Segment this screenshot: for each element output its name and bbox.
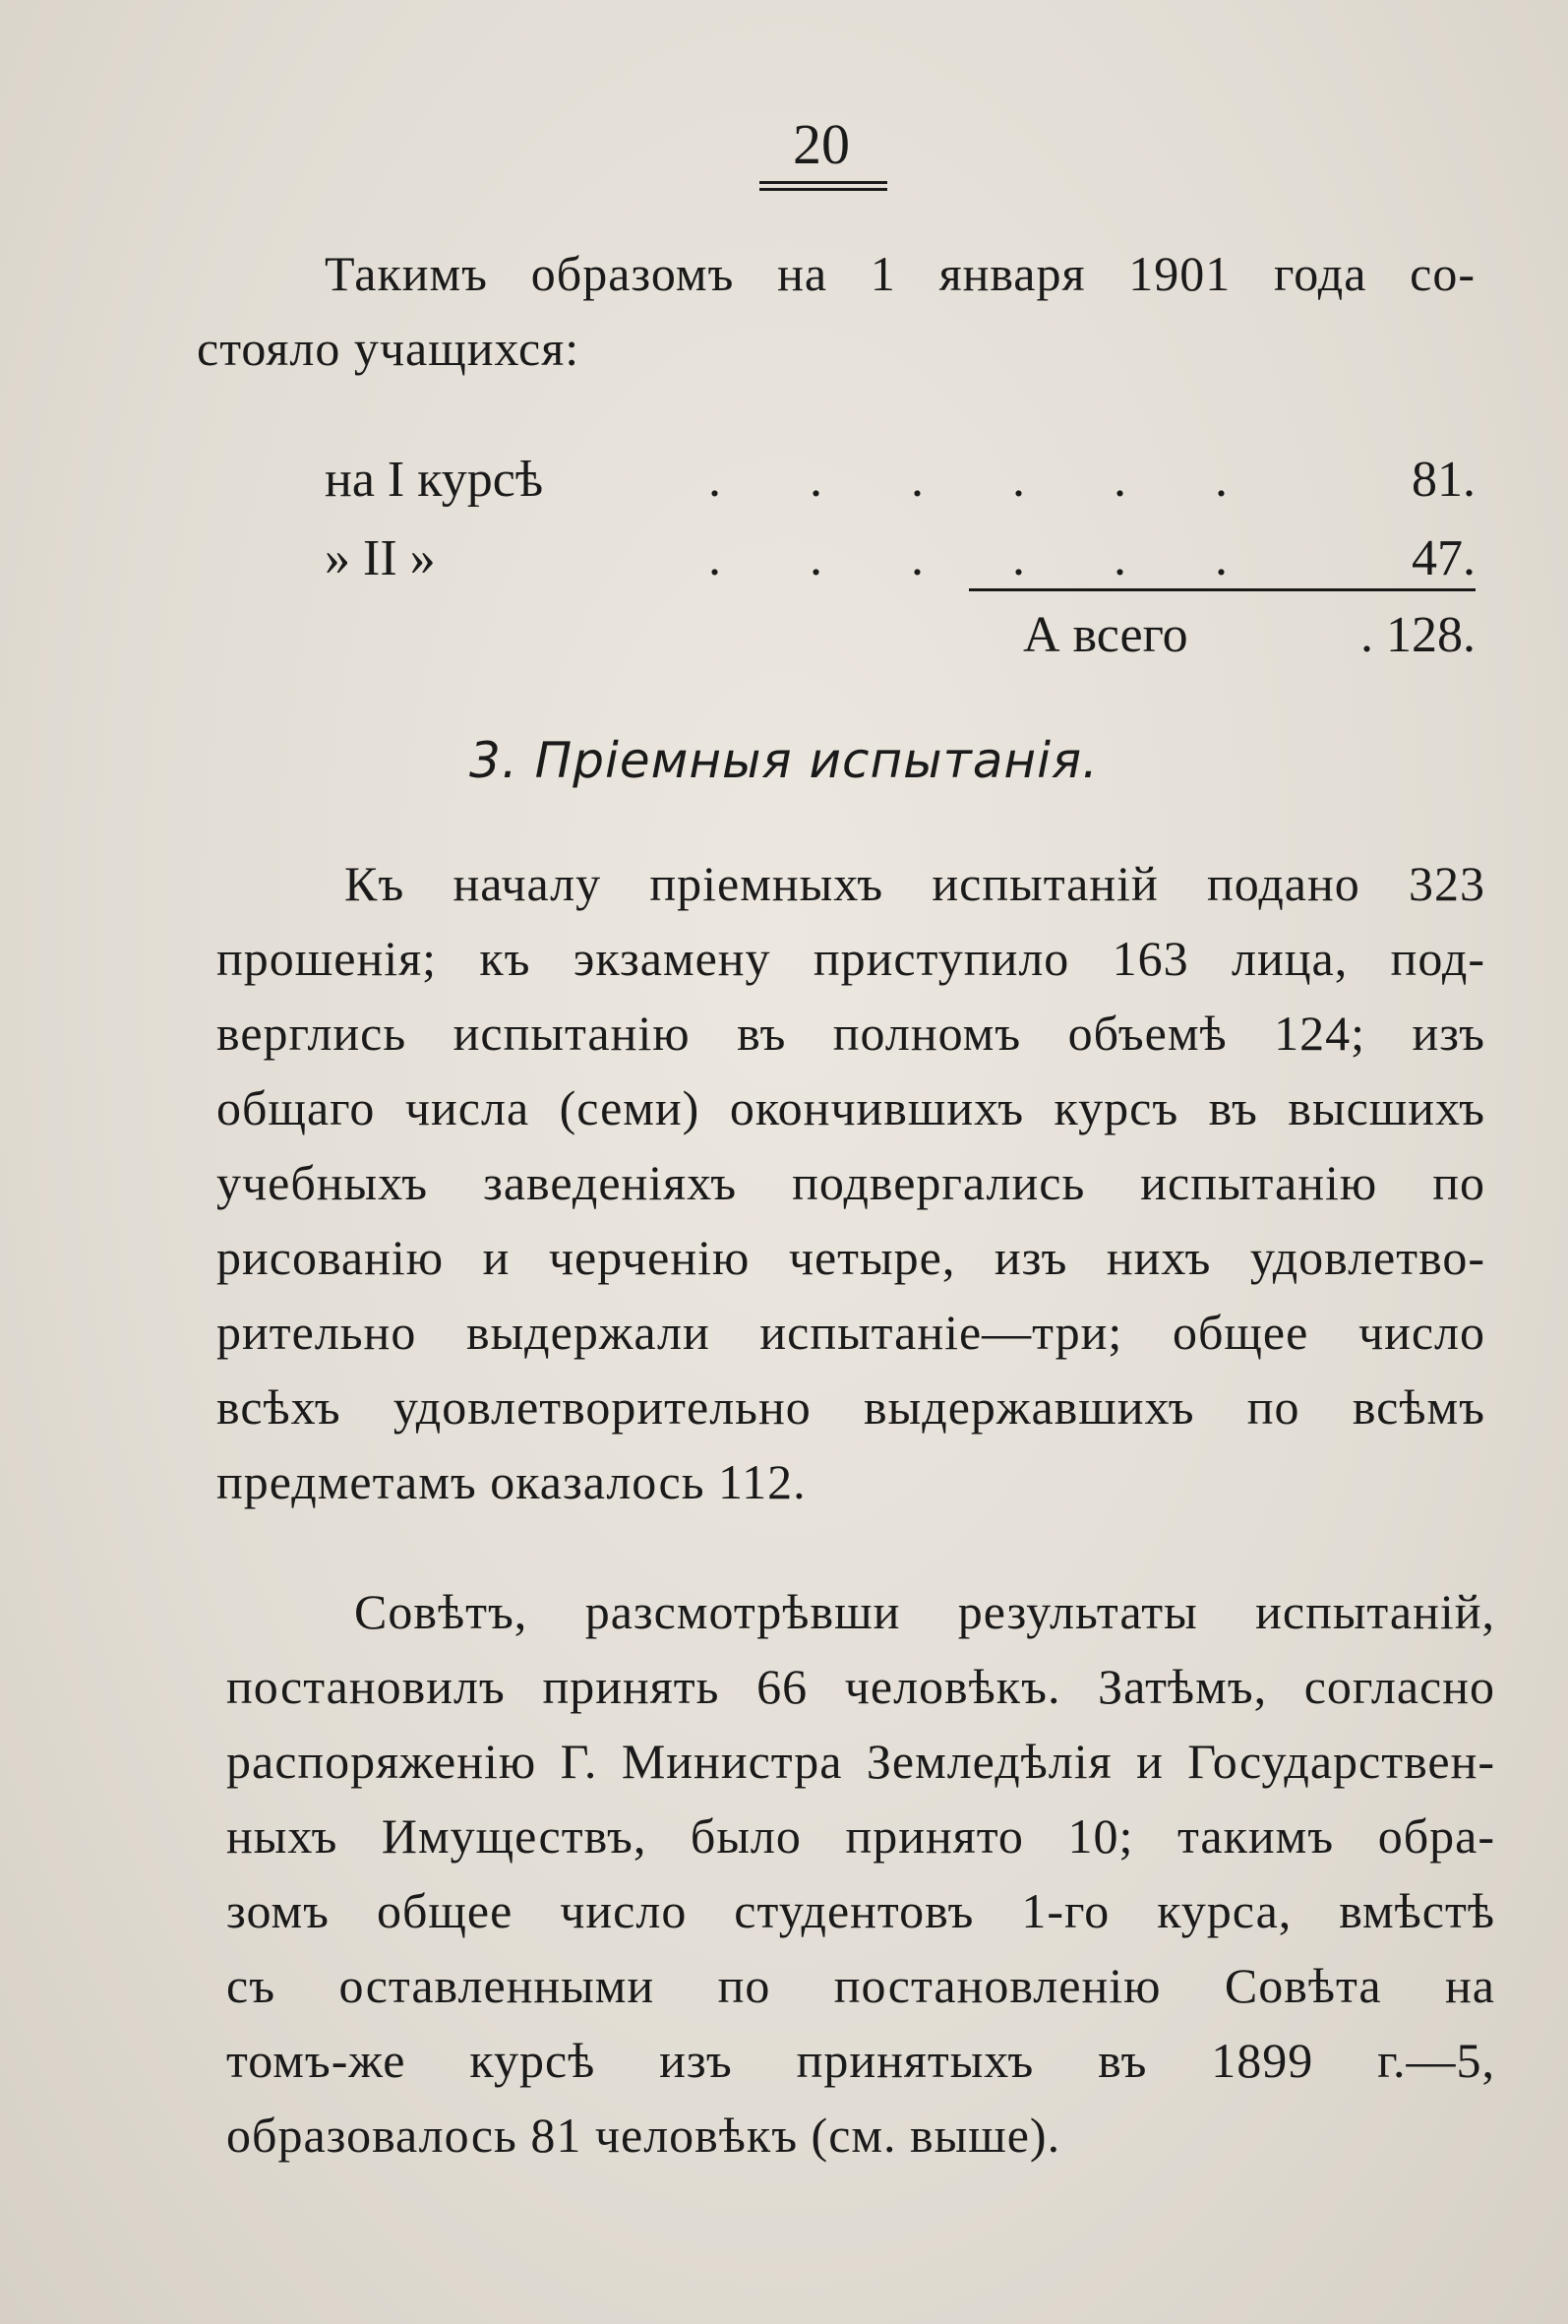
text-line: верглись испытанію въ полномъ объемѣ 124; изъ (216, 1006, 1485, 1061)
section-heading: 3. Пріемныя испытанія. (469, 732, 1099, 789)
text-line: рительно выдержали испытаніе—три; общее число (216, 1305, 1485, 1360)
text-line: Такимъ образомъ на 1 января 1901 года со- (325, 246, 1476, 301)
text-line: рисованію и черченію четыре, изъ нихъ удовлетво- (216, 1230, 1485, 1285)
intro-paragraph (197, 236, 1476, 386)
total-value: . 128. (1360, 607, 1476, 663)
dot-leader: . . . . . . (708, 452, 1228, 508)
text-line: ныхъ Имуществъ, было принято 10; такимъ обра- (226, 1808, 1495, 1864)
paragraph-entrance-exams (216, 846, 1485, 1519)
text-line: Къ началу пріемныхъ испытаній подано 323 (344, 856, 1485, 911)
text-line: съ оставленными по постановленію Совѣта на (226, 1958, 1495, 2013)
text-line: постановилъ принять 66 человѣкъ. Затѣмъ, согласно (226, 1659, 1495, 1714)
count-value: 47. (1412, 530, 1476, 586)
page-number-double-rule (759, 181, 887, 191)
text-line: распоряженію Г. Министра Земледѣлія и Государствен- (226, 1734, 1495, 1789)
dot-leader: . . . . . . (708, 530, 1228, 586)
text-line: стояло учащихся: (197, 321, 580, 376)
page-number: 20 (793, 112, 850, 176)
text-line: общаго числа (семи) окончившихъ курсъ въ высшихъ (216, 1080, 1485, 1135)
text-line: предметамъ оказалось 112. (216, 1454, 807, 1509)
text-line: прошенія; къ экзамену приступило 163 лица, под- (216, 931, 1485, 986)
text-line: зомъ общее число студентовъ 1-го курса, вмѣстѣ (226, 1883, 1495, 1938)
text-line: образовалось 81 человѣкъ (см. выше). (226, 2108, 1061, 2163)
count-value: 81. (1412, 452, 1476, 508)
count-label: на I курсѣ (325, 452, 544, 508)
text-line: всѣхъ удовлетворительно выдержавшихъ по всѣмъ (216, 1379, 1485, 1435)
total-label: А всего (1023, 607, 1188, 663)
paragraph-council-decision (226, 1574, 1495, 2172)
text-line: учебныхъ заведеніяхъ подвергались испытанію по (216, 1155, 1485, 1210)
sum-rule (969, 588, 1476, 591)
text-line: Совѣтъ, разсмотрѣвши результаты испытаній, (354, 1584, 1495, 1639)
count-label: » II » (325, 530, 436, 586)
text-line: томъ-же курсѣ изъ принятыхъ въ 1899 г.—5, (226, 2033, 1495, 2088)
